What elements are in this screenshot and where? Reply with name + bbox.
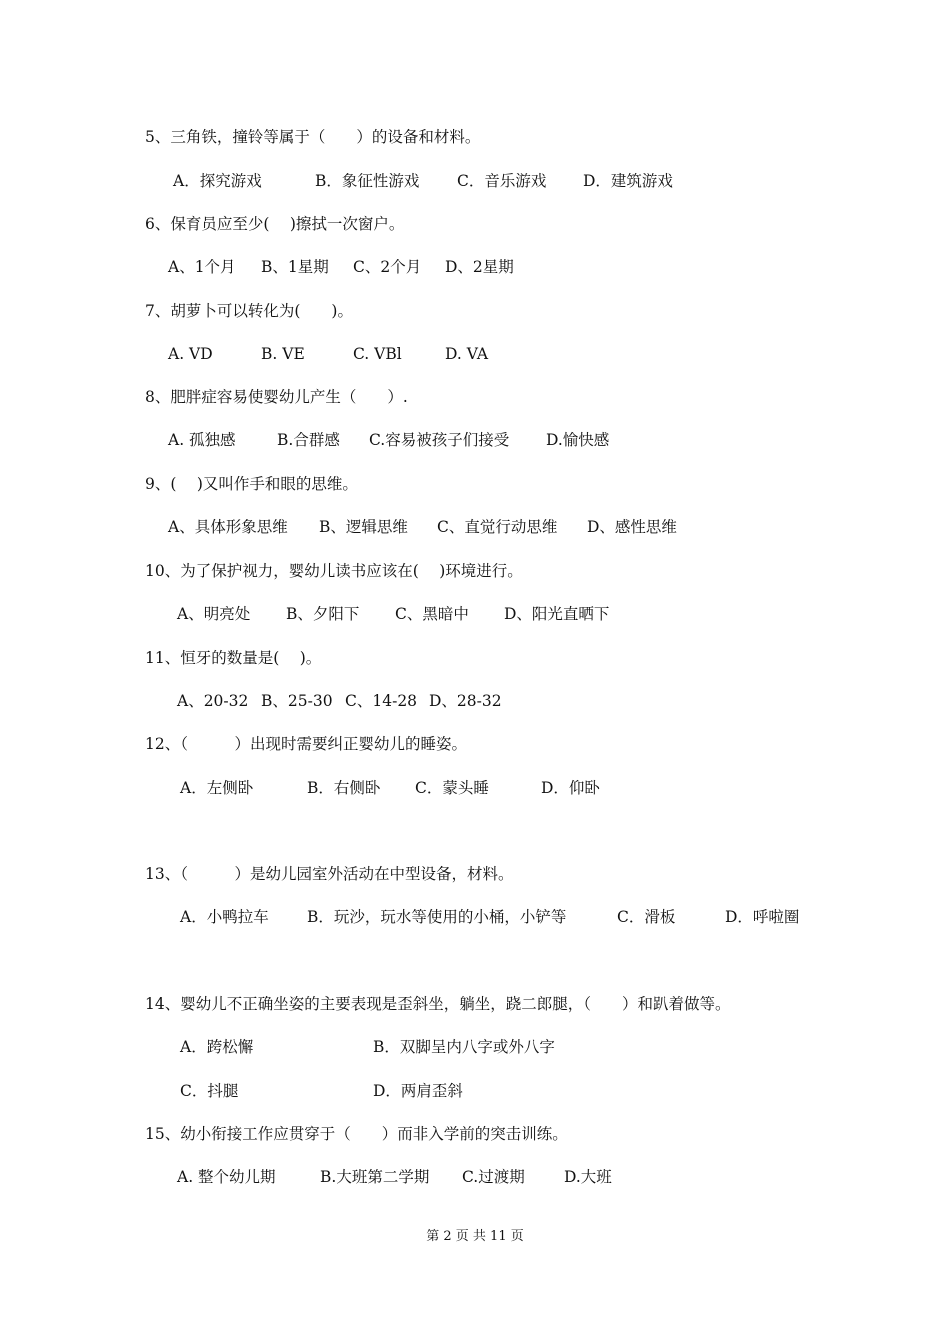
q13-option-c: C．滑板 bbox=[617, 908, 676, 926]
question-12: 12、（ ）出现时需要纠正婴幼儿的睡姿。 bbox=[145, 735, 467, 753]
q6-option-c: C、2个月 bbox=[353, 258, 422, 276]
q5-option-d: D．建筑游戏 bbox=[583, 172, 673, 190]
q8-option-b: B.合群感 bbox=[277, 431, 340, 449]
q14-option-d: D．两肩歪斜 bbox=[373, 1082, 463, 1100]
question-10: 10、为了保护视力，婴幼儿读书应该在( )环境进行。 bbox=[145, 562, 523, 580]
q12-option-b: B．右侧卧 bbox=[307, 779, 381, 797]
q9-option-b: B、逻辑思维 bbox=[319, 518, 408, 536]
q14-option-a: A．跨松懈 bbox=[180, 1038, 254, 1056]
q10-option-b: B、夕阳下 bbox=[286, 605, 360, 623]
q14-option-c: C．抖腿 bbox=[180, 1082, 239, 1100]
q7-option-c: C. VBl bbox=[353, 345, 402, 363]
q15-option-c: C.过渡期 bbox=[462, 1168, 525, 1186]
question-14: 14、婴幼儿不正确坐姿的主要表现是歪斜坐，躺坐，跷二郎腿，（ ）和趴着做等。 bbox=[145, 995, 731, 1013]
q11-option-c: C、14-28 bbox=[345, 692, 418, 710]
q8-option-c: C.容易被孩子们接受 bbox=[369, 431, 510, 449]
q10-option-d: D、阳光直晒下 bbox=[504, 605, 610, 623]
q8-option-a: A. 孤独感 bbox=[168, 431, 236, 449]
q6-option-a: A、1个月 bbox=[168, 258, 236, 276]
q15-option-a: A. 整个幼儿期 bbox=[177, 1168, 276, 1186]
question-5: 5、三角铁，撞铃等属于（ ）的设备和材料。 bbox=[145, 128, 481, 146]
q12-option-a: A．左侧卧 bbox=[180, 779, 254, 797]
question-7: 7、胡萝卜可以转化为( )。 bbox=[145, 302, 353, 320]
q11-option-a: A、20-32 bbox=[177, 692, 249, 710]
q12-option-d: D．仰卧 bbox=[541, 779, 600, 797]
q10-option-a: A、明亮处 bbox=[177, 605, 251, 623]
question-9: 9、( )又叫作手和眼的思维。 bbox=[145, 475, 358, 493]
q13-option-d: D．呼啦圈 bbox=[725, 908, 800, 926]
q9-option-a: A、具体形象思维 bbox=[168, 518, 288, 536]
question-13: 13、（ ）是幼儿园室外活动在中型设备，材料。 bbox=[145, 865, 514, 883]
q11-option-b: B、25-30 bbox=[261, 692, 333, 710]
question-8: 8、肥胖症容易使婴幼儿产生（ ）. bbox=[145, 388, 408, 406]
question-15: 15、幼小衔接工作应贯穿于（ ）而非入学前的突击训练。 bbox=[145, 1125, 568, 1143]
q6-option-b: B、1星期 bbox=[261, 258, 329, 276]
q9-option-c: C、直觉行动思维 bbox=[437, 518, 558, 536]
question-11: 11、恒牙的数量是( )。 bbox=[145, 649, 322, 667]
q12-option-c: C．蒙头睡 bbox=[415, 779, 489, 797]
q14-option-b: B．双脚呈内八字或外八字 bbox=[373, 1038, 555, 1056]
q10-option-c: C、黑暗中 bbox=[395, 605, 469, 623]
q6-option-d: D、2星期 bbox=[445, 258, 514, 276]
q7-option-b: B. VE bbox=[261, 345, 305, 363]
q5-option-b: B．象征性游戏 bbox=[315, 172, 420, 190]
q13-option-b: B．玩沙，玩水等使用的小桶，小铲等 bbox=[307, 908, 567, 926]
page-number-footer: 第 2 页 共 11 页 bbox=[426, 1229, 524, 1244]
question-6: 6、保育员应至少( )擦拭一次窗户。 bbox=[145, 215, 405, 233]
q15-option-b: B.大班第二学期 bbox=[320, 1168, 430, 1186]
q5-option-a: A．探究游戏 bbox=[173, 172, 262, 190]
q7-option-d: D. VA bbox=[445, 345, 489, 363]
q15-option-d: D.大班 bbox=[564, 1168, 612, 1186]
q5-option-c: C．音乐游戏 bbox=[457, 172, 547, 190]
q11-option-d: D、28-32 bbox=[429, 692, 502, 710]
q7-option-a: A. VD bbox=[168, 345, 213, 363]
q13-option-a: A．小鸭拉车 bbox=[180, 908, 269, 926]
q8-option-d: D.愉快感 bbox=[546, 431, 610, 449]
q9-option-d: D、感性思维 bbox=[587, 518, 677, 536]
